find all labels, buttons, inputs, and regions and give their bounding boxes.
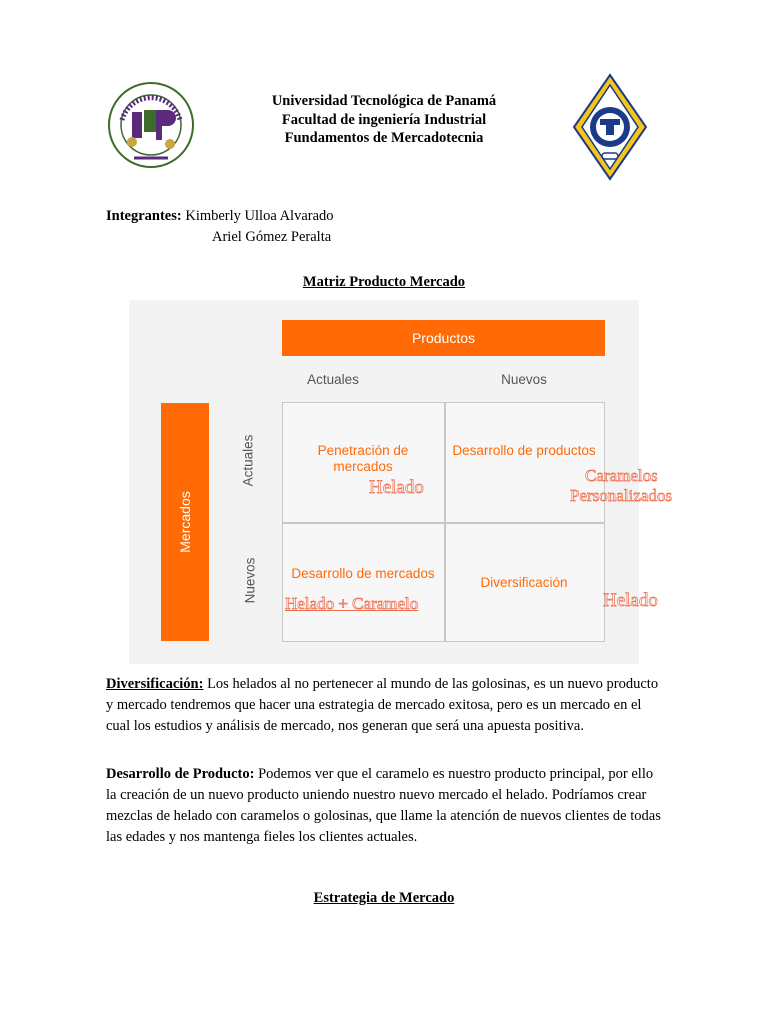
- markets-side-bar: [161, 403, 209, 641]
- cell-product-development: Desarrollo de productos: [452, 443, 596, 458]
- members-label: Integrantes:: [106, 208, 182, 224]
- fii-shield-icon: [572, 73, 648, 181]
- faculty-name: Facultad de ingeniería Industrial: [281, 111, 487, 128]
- cell-market-development: Desarrollo de mercados: [291, 566, 435, 581]
- product-development-label: Desarrollo de Producto:: [106, 766, 255, 782]
- member-name: Ariel Gómez Peralta: [212, 229, 332, 245]
- course-name: Fundamentos de Mercadotecnia: [284, 130, 484, 146]
- product-development-text: Podemos ver que el caramelo es nuestro producto principal, por ello la creación de un nuevo producto uniendo nuestro nuevo mercado el helado. Podríamos crear mezclas de helado con caramelos o golosinas, que llame la atención de nuevos clientes de todas las edades y nos mantenga fieles los clientes actuales.: [106, 766, 661, 845]
- strategy-title: Estrategia de Mercado: [313, 890, 455, 906]
- member-name: Kimberly Ulloa Alvarado: [185, 208, 334, 224]
- diversification-paragraph: [106, 674, 666, 737]
- annotation-market-dev: Helado + Caramelo: [285, 594, 419, 613]
- diversification-text: Los helados al no pertenecer al mundo de las golosinas, es un nuevo producto y mercado tendremos que hacer una estrategia de mercado exitosa, pero es un mercado en el cual los estudios y análisis de mercado, nos generan que será una apuesta positiva.: [106, 676, 659, 734]
- header-block: [200, 92, 568, 148]
- university-name: Universidad Tecnológica de Panamá: [271, 93, 497, 109]
- annotation-product-dev-line2: Personalizados: [570, 486, 672, 505]
- row-label-new: Nuevos: [242, 557, 258, 604]
- diversification-label: Diversificación:: [106, 676, 204, 692]
- product-market-matrix: [129, 300, 672, 664]
- product-development-paragraph: [106, 764, 666, 848]
- matrix-title: Matriz Producto Mercado: [302, 274, 466, 290]
- cell-penetration: Penetración de mercados: [317, 443, 409, 474]
- annotation-product-dev-line1: Caramelos: [585, 466, 658, 485]
- cell-diversification: Diversificación: [480, 575, 568, 590]
- products-label: Productos: [411, 330, 476, 346]
- products-header-bar: [282, 320, 605, 356]
- row-label-current: Actuales: [240, 434, 256, 487]
- annotation-diversification: Helado: [603, 590, 658, 611]
- grid-divider: [283, 522, 604, 524]
- column-label-current: Actuales: [307, 372, 359, 387]
- column-label-new: Nuevos: [501, 372, 547, 387]
- annotation-penetration: Helado: [369, 477, 424, 498]
- utp-seal-icon: [104, 80, 198, 170]
- markets-label: Mercados: [177, 491, 193, 553]
- members-line: [106, 206, 334, 227]
